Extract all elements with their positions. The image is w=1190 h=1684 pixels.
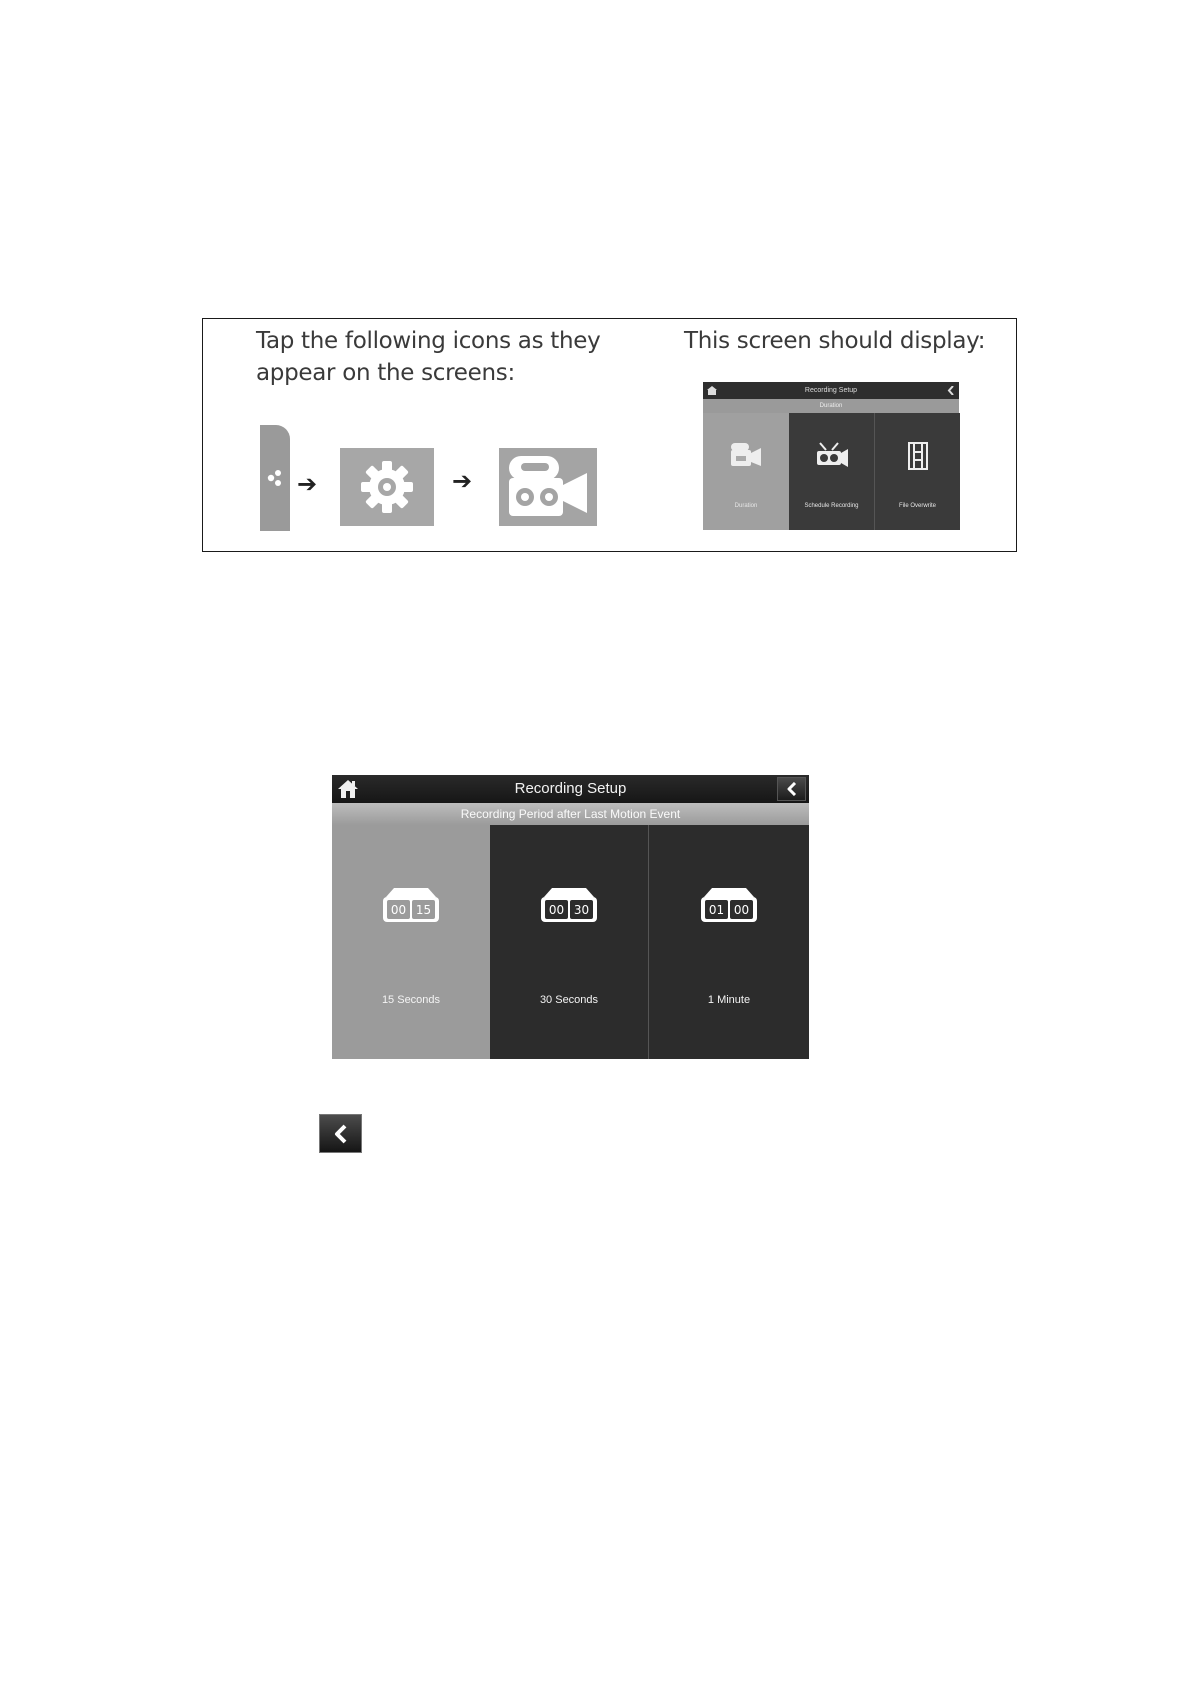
instruction-box [202,318,1017,552]
timer-right-digits: 30 [573,903,590,917]
screen-title: Recording Setup [514,780,627,797]
preview-header [703,382,959,399]
timer-left-digits: 00 [390,903,407,917]
timer-icon [380,885,442,925]
back-button[interactable] [319,1114,362,1153]
recording-setup-screen [332,775,809,1059]
timer-left-digits: 00 [548,903,565,917]
film-strip-icon [905,441,931,471]
option-30-seconds[interactable] [490,825,649,1059]
home-button[interactable] [337,778,359,800]
preview-tile-label: Duration [734,503,758,509]
preview-tile-label: Schedule Recording [804,503,859,509]
video-camera-icon[interactable] [499,448,597,526]
expected-screen-caption: This screen should display: [684,328,986,354]
timer-icon [538,885,600,925]
preview-tile-duration [703,413,789,530]
video-camera-icon [728,441,764,469]
option-label: 15 Seconds [381,994,441,1006]
preview-title: Recording Setup [804,387,858,394]
timer-right-digits: 15 [415,903,432,917]
option-1-minute[interactable] [649,825,809,1059]
timer-icon [698,885,760,925]
chevron-left-icon [786,782,798,796]
screen-subtitle: Recording Period after Last Motion Event [332,803,809,825]
chevron-left-icon [333,1124,349,1144]
preview-tile-file-overwrite [874,413,960,530]
back-button[interactable] [777,777,806,801]
screen-header [332,775,809,803]
timer-left-digits: 01 [708,903,725,917]
expected-screen-preview [703,382,959,530]
back-icon [947,386,955,395]
instruction-text: Tap the following icons as they appear on the screens: [256,328,601,386]
arrow-right-icon: ➔ [297,470,318,498]
option-label: 30 Seconds [539,994,599,1006]
option-15-seconds[interactable] [332,825,490,1059]
option-label: 1 Minute [707,994,751,1006]
menu-tab-icon[interactable] [260,425,290,531]
timer-right-digits: 00 [733,903,750,917]
arrow-right-icon: ➔ [452,467,473,495]
preview-tile-label: File Overwrite [898,503,936,509]
preview-subtitle: Duration [703,399,959,413]
gear-icon[interactable] [340,448,434,526]
home-icon [707,386,717,395]
preview-tile-schedule [789,413,874,530]
home-icon [337,778,359,800]
video-camera-clock-icon [814,441,850,469]
